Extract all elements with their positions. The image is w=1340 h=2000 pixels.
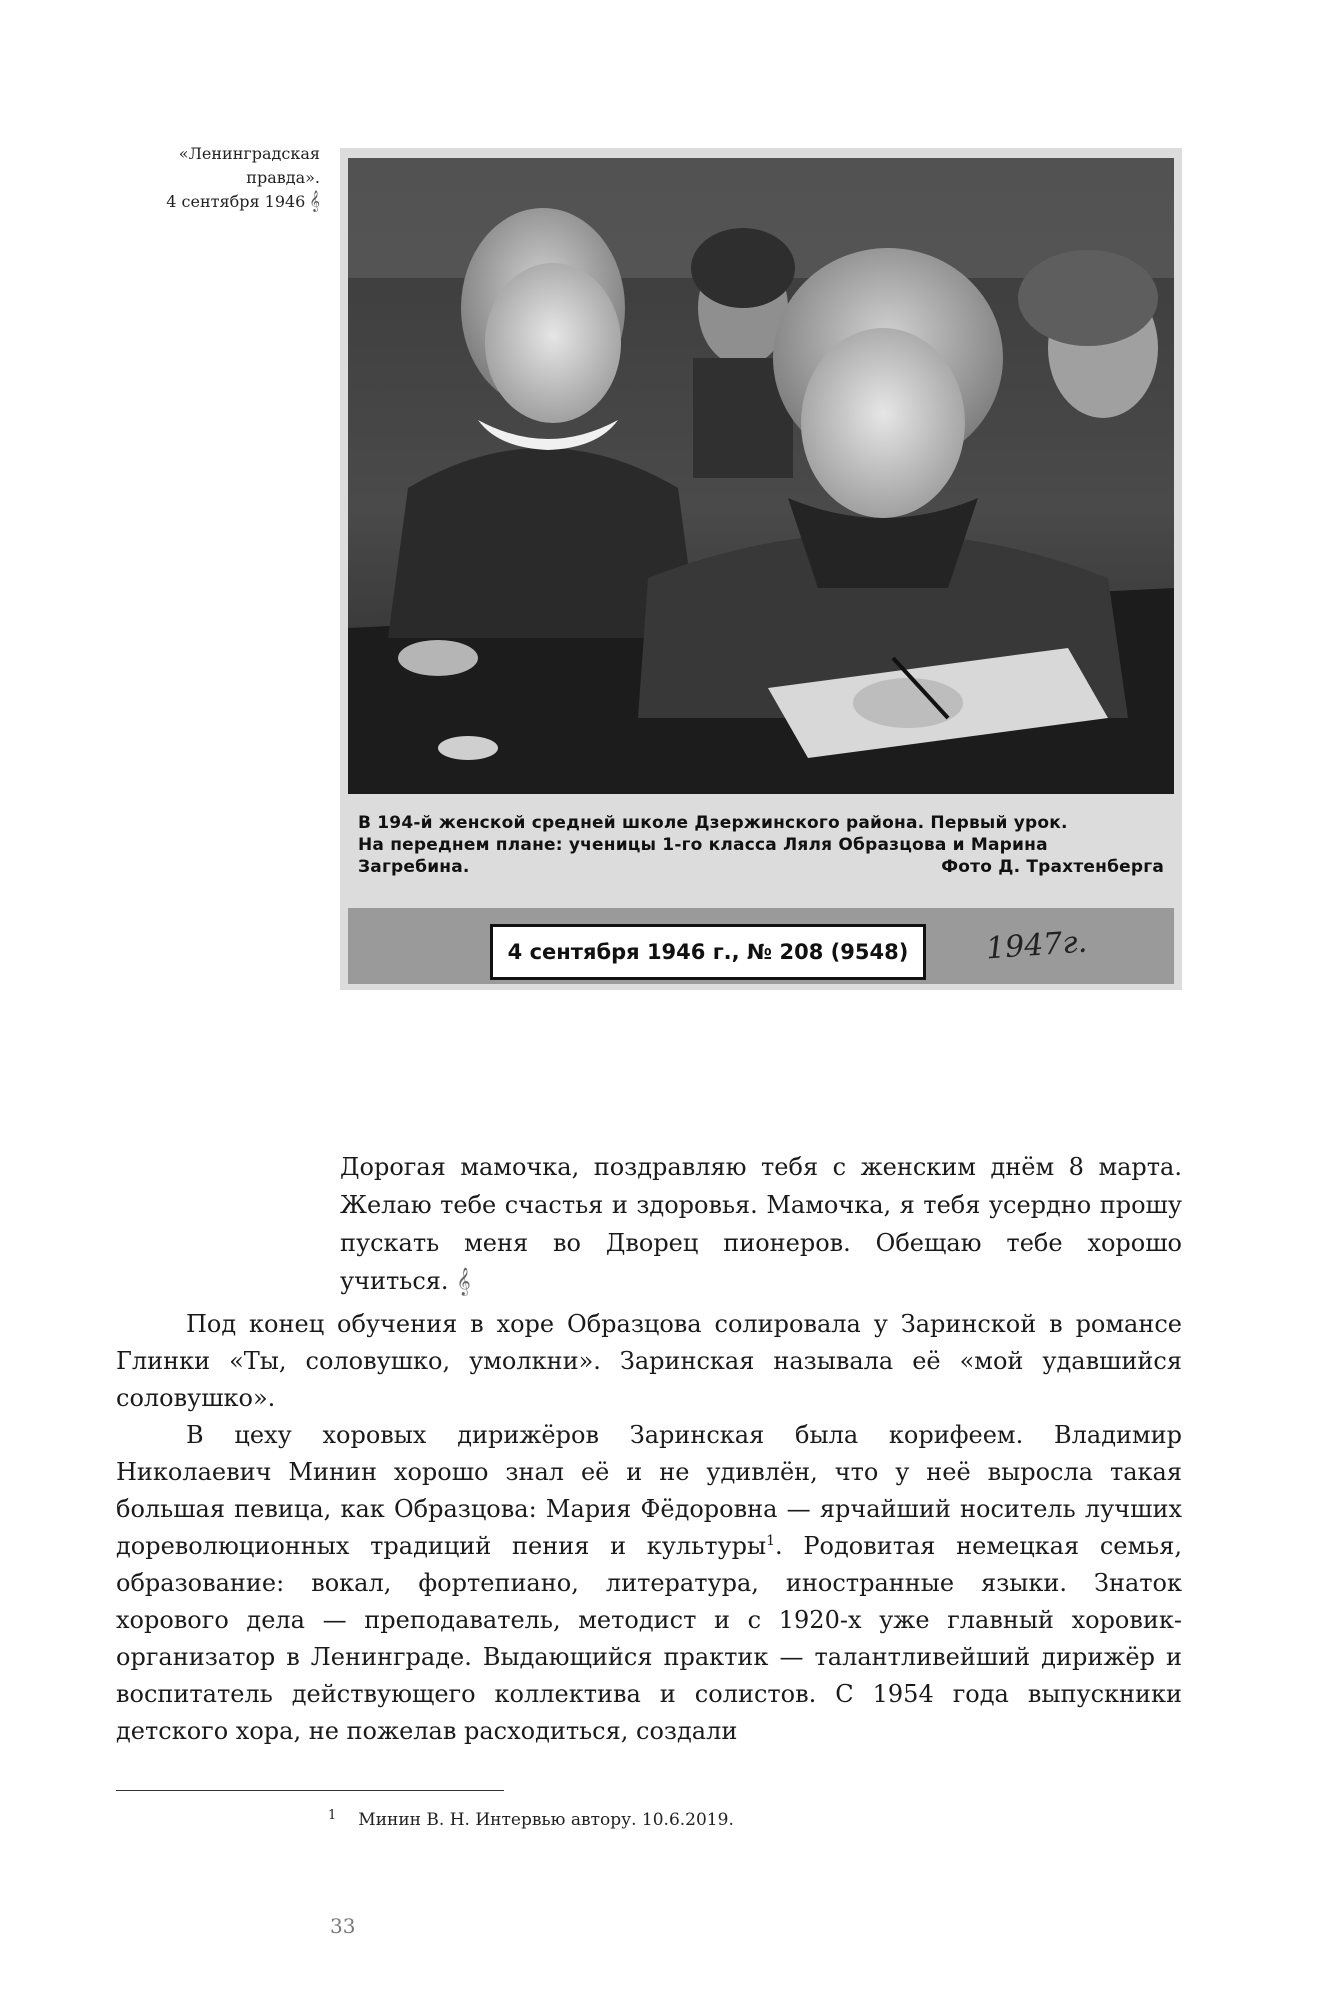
footnote-number: 1 [328, 1808, 337, 1823]
caption-line [358, 856, 1164, 878]
treble-clef-icon: 𝄞 [456, 1267, 471, 1295]
side-caption-line [110, 190, 320, 214]
main-text [116, 1306, 1182, 1750]
side-caption-line: «Ленинградская [178, 144, 320, 163]
newspaper-dateline: 4 сентября 1946 г., № 208 (9548) [490, 924, 926, 980]
paragraph [116, 1417, 1182, 1750]
quoted-letter [340, 1148, 1182, 1300]
paragraph-text: . Родовитая немецкая семья, образование: вокал, фортепиано, литература, иностранные языки. Знаток хорового дела — преподаватель, методист и с 1920-х уже главный хоровик-организатор в Ленинграде. Выдающийся практик — талантливейший дирижёр и воспитатель действующего коллектива и солистов. С 1954 года выпускники детского хора, не пожелав расходиться, создали [116, 1532, 1182, 1745]
treble-clef-icon: 𝄞 [309, 191, 320, 212]
footnote-text: Минин В. Н. Интервью автору. 10.6.2019. [358, 1810, 734, 1830]
classroom-photo-image [348, 158, 1174, 794]
caption-names-end: Загребина. [358, 857, 470, 877]
paragraph-text: В цеху хоровых дирижёров Заринская была корифеем. Владимир Николаевич Минин хорошо знал её и не удивлён, что у неё выросла такая большая певица, как Образцова: Мария Фёдоровна — ярчайший носитель лучших дореволюционных традиций пения и культуры [116, 1421, 1182, 1560]
caption-line: На переднем плане: ученицы 1-го класса Ляля Образцова и Марина [358, 835, 1048, 855]
page-number: 33 [330, 1914, 356, 1938]
side-caption-date: 4 сентября 1946 [166, 192, 306, 211]
side-caption [110, 142, 320, 214]
newspaper-clipping [340, 148, 1182, 990]
photo-credit: Фото Д. Трахтенберга [941, 857, 1164, 877]
handwritten-note: 1947г. [984, 924, 1089, 967]
letter-text: Дорогая мамочка, поздравляю тебя с женским днём 8 марта. Желаю тебе счастья и здоровья. Мамочка, я тебя усердно прошу пускать меня во Дворец пионеров. Обещаю тебе хорошо учиться. [340, 1153, 1182, 1295]
paragraph: Под конец обучения в хоре Образцова солировала у Заринской в романсе Глинки «Ты, соловушко, умолкни». Заринская называла её «мой удавшийся соловушко». [116, 1310, 1182, 1412]
footnote-divider [116, 1790, 504, 1791]
classroom-photo [348, 158, 1174, 794]
side-caption-line: правда». [246, 168, 320, 187]
footnote-ref: 1 [766, 1533, 776, 1549]
footnote [328, 1810, 734, 1830]
newspaper-photo-caption [358, 812, 1164, 878]
caption-line: В 194-й женской средней школе Дзержинского района. Первый урок. [358, 813, 1068, 833]
